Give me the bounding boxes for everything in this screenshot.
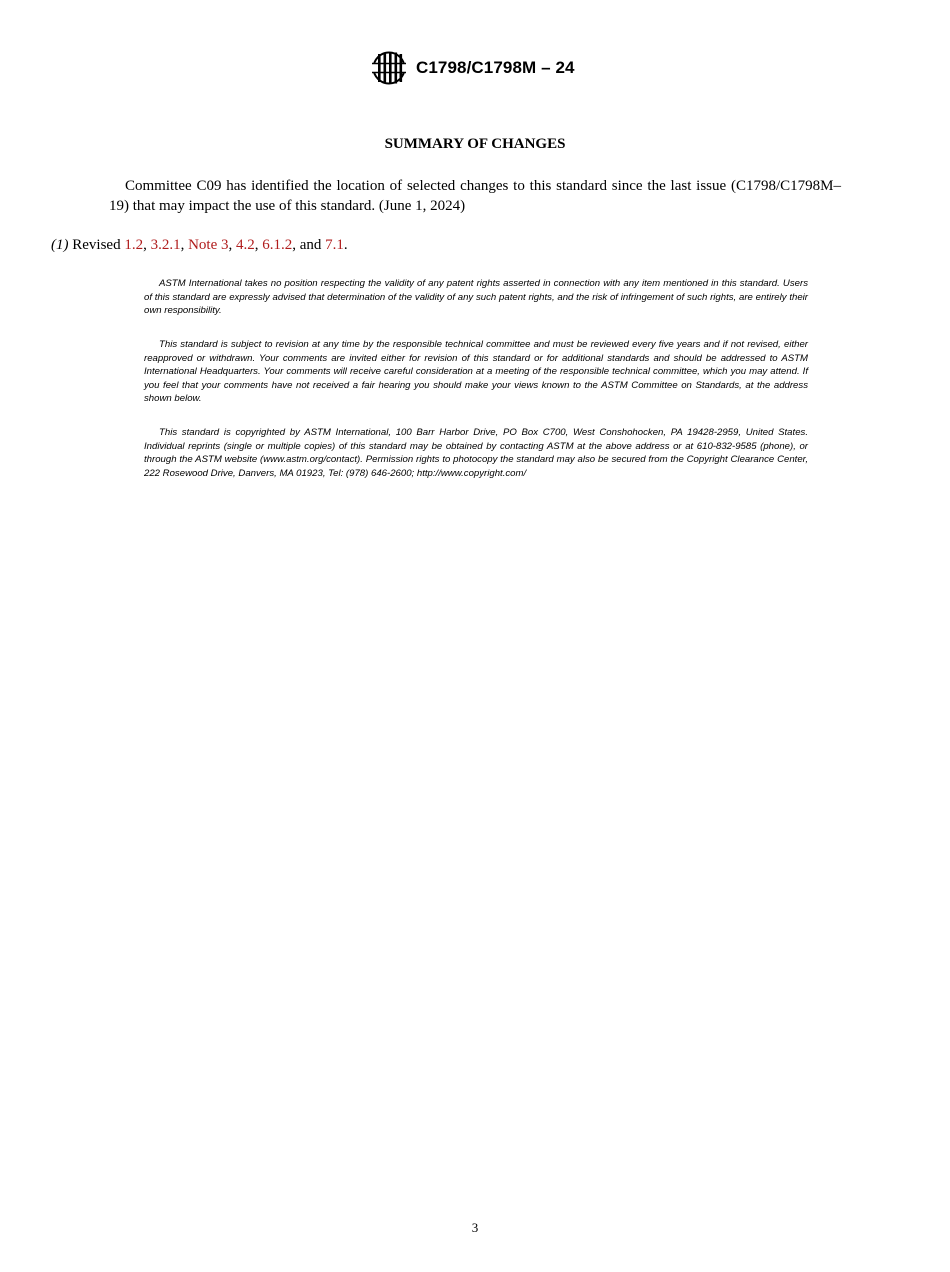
astm-logo-icon: [370, 51, 408, 85]
summary-intro: Committee C09 has identified the location of selected changes to this standard since the last issue (C1798/C1798M–19) that may impact the use of this standard. (June 1, 2024): [109, 178, 841, 214]
end-period: .: [343, 237, 348, 253]
change-item-number: (1): [51, 237, 69, 253]
section-link-7-1[interactable]: 7.1: [325, 237, 344, 253]
page-number: 3: [471, 1220, 479, 1235]
section-link-3-2-1[interactable]: 3.2.1: [150, 237, 181, 253]
revision-notice: This standard is subject to revision at any time by the responsible technical committee and must be reviewed every five years and if not revised, either reapproved or withdrawn. Your comments are invited either for revision of this standard or for additional standards and should be addressed to ASTM International Headquarters. Your comments will receive careful consideration at a meeting of the responsible technical committee, which you may attend. If you feel that your comments have not received a fair hearing you should make your views known to the ASTM Committee on Standards, at the address shown below.: [144, 339, 808, 405]
copyright-notice: This standard is copyrighted by ASTM International, 100 Barr Harbor Drive, PO Box C700, West Conshohocken, PA 19428-2959, United States. Individual reprints (single or multiple copies) of this standard may be obtained by contacting ASTM at the above address or at 610-832-9585 (phone), or through the ASTM website (www.astm.org/contact). Permission rights to photocopy the standard may also be secured from the Copyright Clearance Center, 222 Rosewood Drive, Danvers, MA 01923, Tel: (978) 646-2600; http://www.copyright.com/: [144, 427, 808, 479]
change-item: [51, 235, 851, 255]
separator: ,: [180, 237, 185, 253]
separator-and: , and: [292, 237, 322, 253]
separator: ,: [228, 237, 233, 253]
note-link-3[interactable]: Note 3: [188, 237, 229, 253]
section-link-1-2[interactable]: 1.2: [124, 237, 144, 253]
separator: ,: [143, 237, 147, 253]
separator: ,: [254, 237, 259, 253]
patent-notice: ASTM International takes no position respecting the validity of any patent rights asserted in connection with any item mentioned in this standard. Users of this standard are expressly advised that determination of the validity of any such patent rights, and the risk of infringement of such rights, are entirely their own responsibility.: [144, 278, 808, 317]
page-header: [0, 50, 950, 86]
change-item-prefix: Revised: [72, 237, 121, 253]
summary-title: SUMMARY OF CHANGES: [384, 136, 566, 152]
section-link-4-2[interactable]: 4.2: [236, 237, 255, 253]
standard-designation: C1798/C1798M – 24: [416, 58, 575, 77]
section-link-6-1-2[interactable]: 6.1.2: [262, 237, 293, 253]
header-group: [370, 50, 575, 86]
